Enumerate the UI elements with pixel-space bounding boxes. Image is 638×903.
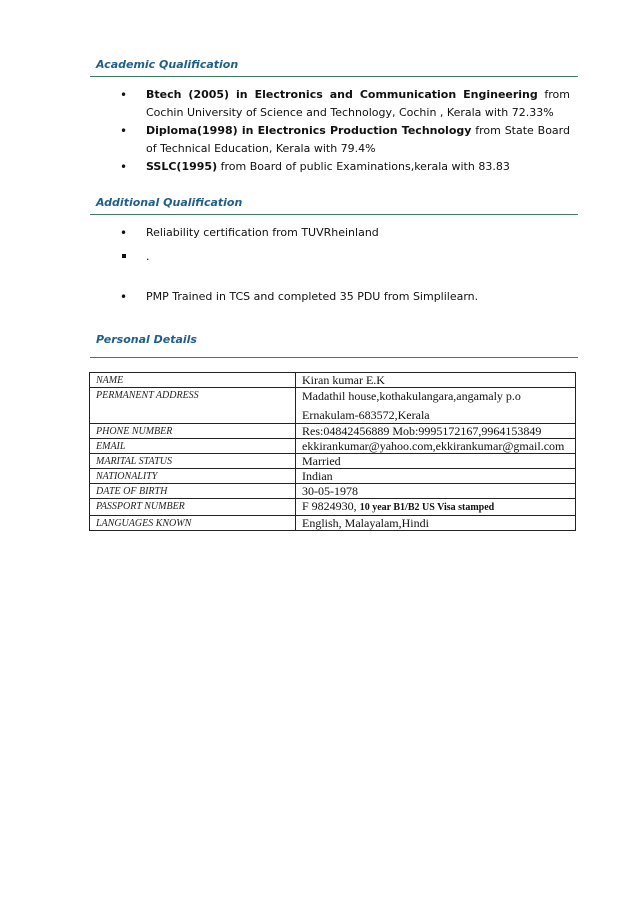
bullet-icon: • (120, 160, 128, 174)
field-value: ekkirankumar@yahoo.com,ekkirankumar@gmail.com (296, 439, 576, 454)
table-row (90, 469, 576, 484)
field-label: EMAIL (90, 439, 296, 454)
field-value: Married (296, 454, 576, 469)
address-line: Ernakulam-683572,Kerala (302, 408, 430, 422)
qualification-name: Btech (2005) in Electronics and Communication Engineering (146, 88, 538, 101)
passport-number: F 9824930, (302, 499, 360, 513)
table-row (90, 439, 576, 454)
list-item (120, 288, 570, 306)
field-label: PERMANENT ADDRESS (90, 388, 296, 424)
table-row (90, 484, 576, 499)
qualification-detail: . (146, 250, 150, 263)
visa-note: 10 year B1/B2 US Visa stamped (359, 502, 495, 513)
table-row (90, 454, 576, 469)
field-value: English, Malayalam,Hindi (296, 516, 576, 531)
section-title-personal: Personal Details (96, 333, 197, 346)
field-value (296, 499, 576, 516)
field-label: PHONE NUMBER (90, 424, 296, 439)
address-line: Madathil house,kothakulangara,angamaly p.o (302, 389, 521, 403)
list-item (120, 86, 570, 122)
phone-mob-label: Mob (392, 424, 416, 438)
bullet-icon: • (120, 124, 128, 138)
table-row (90, 388, 576, 424)
field-label: LANGUAGES KNOWN (90, 516, 296, 531)
bullet-icon: • (120, 226, 128, 240)
qualification-detail: Reliability certification from TUVRheinland (146, 226, 379, 239)
qualification-name: Diploma(1998) in Electronics Production Technology (146, 124, 472, 137)
phone-res-value: :04842456889 (320, 424, 393, 438)
qualification-detail: from State Board of Technical Education, Kerala with 79.4% (146, 124, 570, 155)
field-label: MARITAL STATUS (90, 454, 296, 469)
phone-mob-value: :9995172167,9964153849 (415, 424, 542, 438)
table-row (90, 499, 576, 516)
field-label: NAME (90, 373, 296, 388)
list-item (120, 158, 570, 176)
list-item (120, 224, 570, 242)
field-value: 30-05-1978 (296, 484, 576, 499)
qualification-detail: from Cochin University of Science and Technology, Cochin , Kerala with 72.33% (146, 88, 570, 119)
field-value (296, 388, 576, 424)
personal-details-table (89, 372, 576, 531)
section-title-academic: Academic Qualification (96, 58, 239, 71)
bullet-icon: • (120, 88, 128, 102)
section-divider (90, 76, 578, 77)
field-label: NATIONALITY (90, 469, 296, 484)
phone-res-label: Res (302, 424, 320, 438)
qualification-detail: from Board of public Examinations,kerala with 83.83 (217, 160, 510, 173)
list-item (120, 248, 570, 266)
table-row (90, 516, 576, 531)
field-label: PASSPORT NUMBER (90, 499, 296, 516)
table-row (90, 424, 576, 439)
bullet-icon: • (120, 290, 128, 304)
table-row (90, 373, 576, 388)
additional-list (120, 224, 570, 306)
field-label: DATE OF BIRTH (90, 484, 296, 499)
field-value: Indian (296, 469, 576, 484)
academic-list (120, 86, 570, 176)
field-value (296, 424, 576, 439)
qualification-name: SSLC(1995) (146, 160, 218, 173)
list-item (120, 122, 570, 158)
section-divider (90, 214, 578, 215)
qualification-detail: PMP Trained in TCS and completed 35 PDU from Simplilearn. (146, 290, 479, 303)
square-bullet-icon (122, 254, 126, 258)
field-value: Kiran kumar E.K (296, 373, 576, 388)
section-title-additional: Additional Qualification (96, 196, 243, 209)
section-divider (90, 357, 578, 358)
